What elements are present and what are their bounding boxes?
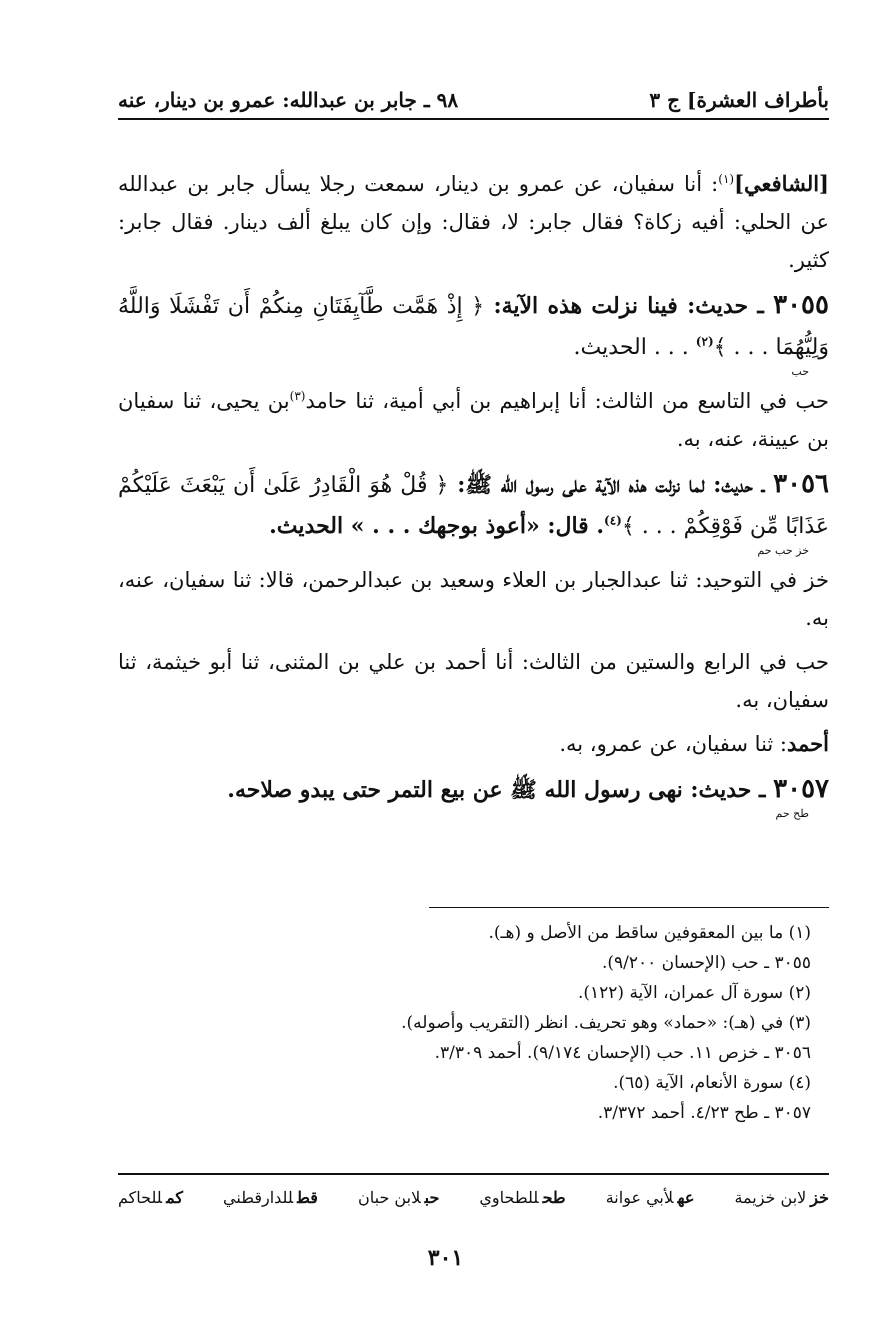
abbreviation-name: للدارقطني: [223, 1188, 294, 1207]
source-codes: طح حم: [775, 807, 809, 820]
hadith-3056: [118, 464, 829, 557]
footnote-ref-4: (٤): [604, 513, 622, 528]
abbreviation-item: [606, 1188, 695, 1207]
footnote-ref-3: (٣): [289, 389, 306, 403]
abbreviation-code: عه: [677, 1188, 695, 1207]
paragraph-text: : ثنا سفيان، عن عمرو، به.: [559, 732, 788, 756]
abbreviation-code: حب: [424, 1188, 440, 1207]
abbreviation-code: طح: [542, 1188, 566, 1207]
paragraph-3056-khuzaymah: خز في التوحيد: ثنا عبدالجبار بن العلاء وسعيد بن عبدالرحمن، قالا: ثنا سفيان، عنه، به.: [118, 568, 829, 630]
hadith-tail: . قال: «أعوذ بوجهك . . . » الحديث.: [269, 513, 604, 539]
source-codes: خز حب حم: [757, 544, 809, 557]
abbreviation-item: [118, 1188, 183, 1207]
paragraph-3055-hibban: [118, 382, 829, 458]
abbreviation-name: للحاكم: [118, 1188, 163, 1207]
hadith-tail: . . . الحديث.: [573, 335, 696, 360]
footnote-item: (٣) في (هـ): «حماد» وهو تحريف. انظر (التقريب وأصوله).: [401, 1013, 811, 1033]
running-header: [118, 82, 829, 120]
abbreviations-legend: [118, 1188, 829, 1207]
hadith-heading: ـ حديث: لما نزلت هذه الآية على رسول الله ﷺ:: [448, 472, 774, 498]
header-book-title: بأطراف العشرة] ج ٣: [649, 88, 829, 112]
abbreviation-item: [223, 1188, 318, 1207]
abbreviation-name: للطحاوي: [479, 1188, 539, 1207]
footnotes: [300, 918, 811, 1128]
footnote-item: (٤) سورة الأنعام، الآية (٦٥).: [613, 1073, 811, 1093]
footnote-ref-2: (٢): [695, 334, 714, 349]
abbreviation-item: [358, 1188, 439, 1207]
paragraph-text: حب في التاسع من الثالث: أنا إبراهيم بن أبي أمية، ثنا حامد: [305, 389, 829, 413]
abbreviation-code: كم: [166, 1188, 183, 1207]
footnote-item: ٣٠٥٥ ـ حب (الإحسان ٩/٢٠٠).: [601, 953, 811, 973]
footnote-divider: [429, 907, 829, 908]
hadith-number: ٣٠٥٦: [773, 469, 829, 499]
abbreviation-item: [479, 1188, 565, 1207]
abbreviation-code: خز: [810, 1188, 829, 1207]
hadith-number: ٣٠٥٥: [773, 290, 829, 320]
abbreviation-name: لأبي عوانة: [605, 1188, 674, 1207]
hadith-3055: [118, 285, 829, 378]
hadith-heading: ـ حديث: نهى رسول الله ﷺ عن بيع التمر حتى يبدو صلاحه.: [227, 777, 774, 803]
paragraph-text: : أنا سفيان، عن عمرو بن دينار، سمعت رجلا يسأل جابر بن عبدالله عن الحلي: أفيه زكاة؟ فقال جابر: لا، فقال: وإن كان يبلغ ألف دينار. فقال جابر: كثير.: [118, 172, 829, 272]
footnote-item: (١) ما بين المعقوفين ساقط من الأصل و (هـ).: [488, 923, 811, 943]
abbreviation-code: قط: [297, 1188, 318, 1207]
source-label-shafii: [الشافعي]: [734, 171, 829, 196]
header-chapter-title: ٩٨ ـ جابر بن عبدالله: عمرو بن دينار، عنه: [118, 88, 459, 112]
abbreviation-item: [734, 1188, 829, 1207]
abbreviation-name: لابن خزيمة: [734, 1188, 807, 1207]
abbreviation-name: لابن حبان: [358, 1188, 421, 1207]
quran-verse: ﴿ قُلْ هُوَ الْقَادِرُ عَلَىٰ أَن يَبْعَثَ عَلَيْكُمْ عَذَابًا مِّن فَوْقِكُمْ . . . ﴾: [118, 473, 829, 539]
quran-verse: ﴿ إِذْ هَمَّت طَّآيِفَتَانِ مِنكُمْ أَن تَفْشَلَا وَاللَّهُ وَلِيُّهُمَا . . . ﴾: [118, 294, 829, 360]
paragraph-3056-hibban: حب في الرابع والستين من الثالث: أنا أحمد بن علي بن المثنى، ثنا أبو خيثمة، ثنا سفيان، به.: [118, 650, 829, 712]
source-label-ahmad: أحمد: [787, 731, 829, 756]
footnote-item: ٣٠٥٧ ـ طح ٤/٢٣. أحمد ٣/٣٧٢.: [597, 1103, 811, 1123]
paragraph-text: بن يحيى، ثنا سفيان بن عيينة، عنه، به.: [118, 389, 829, 451]
paragraph-shafii: [118, 165, 829, 279]
page-number: ٣٠١: [427, 1245, 464, 1271]
footnote-item: (٢) سورة آل عمران، الآية (١٢٢).: [577, 983, 811, 1003]
paragraph-3056-ahmad: [118, 725, 829, 763]
footnote-item: ٣٠٥٦ ـ خزص ١١. حب (الإحسان ٩/١٧٤). أحمد ٣/٣٠٩.: [434, 1043, 811, 1063]
source-codes: حب: [791, 365, 809, 378]
hadith-number: ٣٠٥٧: [773, 774, 829, 804]
footnote-ref-1: (١): [718, 172, 735, 186]
hadith-heading: ـ حديث: فينا نزلت هذه الآية:: [484, 293, 774, 319]
hadith-3057: [118, 769, 829, 820]
abbreviations-divider: [118, 1173, 829, 1175]
main-text: [118, 165, 829, 824]
